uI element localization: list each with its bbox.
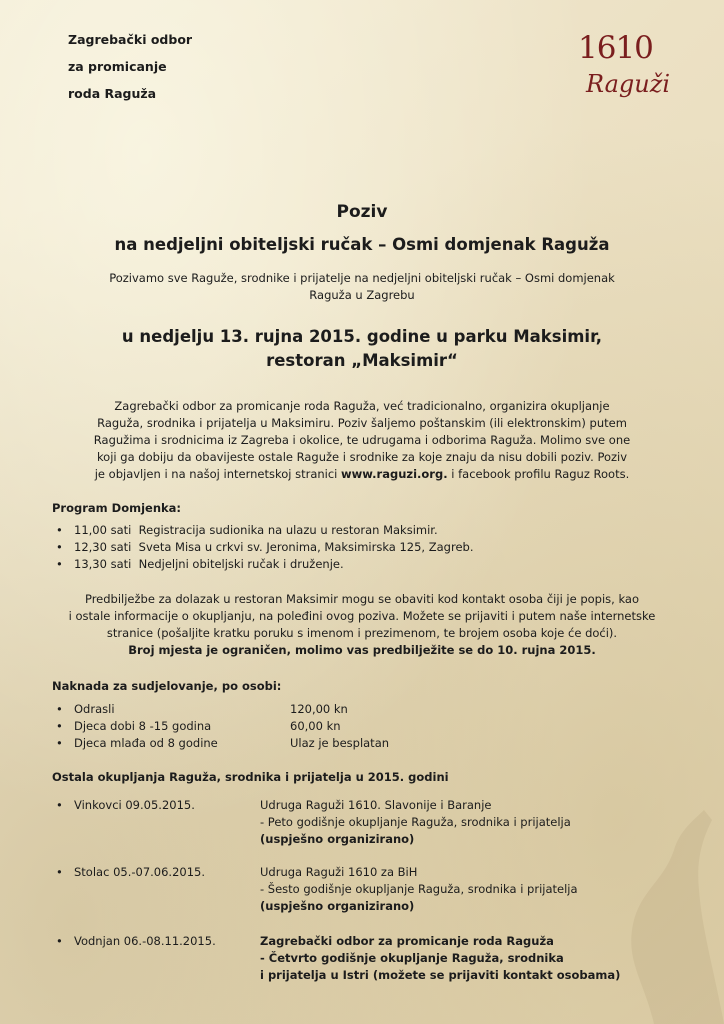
- date-line: restoran „Maksimir“: [266, 351, 458, 370]
- org-line: Zagrebački odbor: [68, 32, 193, 47]
- bullet: •: [56, 798, 63, 812]
- event-line: Zagrebački odbor za promicanje roda Raguža: [260, 934, 554, 948]
- paragraph-line: Ragužima i srodnicima iz Zagreba i okolice, te udrugama i odborima Raguža. Molimo sve one: [93, 433, 631, 447]
- event-line: Udruga Raguži 1610 za BiH: [260, 865, 418, 879]
- intro-line: Raguža u Zagrebu: [309, 288, 415, 302]
- bullet: •: [56, 934, 63, 948]
- paragraph-line: koji ga dobiju da obavijeste ostale Raguže i srodnike za koje znaju da nisu dobili poziv. Poziv: [96, 450, 628, 464]
- event-description: [260, 864, 578, 915]
- text: i facebook profilu Raguz Roots.: [447, 467, 630, 481]
- event-line: Udruga Raguži 1610. Slavonije i Baranje: [260, 798, 492, 812]
- registration-paragraph: [44, 591, 680, 659]
- fee-label: Djeca dobi 8 -15 godina: [74, 719, 212, 733]
- website-link[interactable]: www.raguzi.org.: [341, 467, 448, 481]
- bullet: •: [56, 557, 63, 571]
- raguzi-logo: [578, 30, 678, 102]
- event-entry: [56, 864, 676, 916]
- organization-name: [68, 26, 192, 107]
- event-status: (uspješno organizirano): [260, 832, 415, 846]
- paragraph-line: i ostale informacije o okupljanju, na poleđini ovog poziva. Možete se prijaviti i putem naše internetske: [68, 609, 656, 623]
- bullet: •: [56, 540, 63, 554]
- event-place-date: Vodnjan 06.-08.11.2015.: [74, 934, 216, 948]
- intro-text: [70, 270, 654, 304]
- bullet: •: [56, 736, 63, 750]
- fee-item: [56, 735, 390, 752]
- bullet: •: [56, 523, 63, 537]
- logo-number: 1610: [578, 30, 653, 66]
- paragraph-line: [62, 466, 662, 483]
- org-line: roda Raguža: [68, 86, 157, 101]
- bullet: •: [56, 865, 63, 879]
- program-text: Registracija sudionika na ulazu u restoran Maksimir.: [138, 523, 438, 537]
- fee-heading: Naknada za sudjelovanje, po osobi:: [52, 679, 282, 693]
- fee-value: 120,00 kn: [290, 702, 348, 716]
- program-item: [56, 522, 473, 539]
- logo-name: Raguži: [586, 70, 671, 98]
- program-item: [56, 556, 473, 573]
- paragraph-line: Predbilježbe za dolazak u restoran Maksimir mogu se obaviti kod kontakt osoba čiji je popis, kao: [84, 592, 640, 606]
- program-time: 12,30 sati: [74, 540, 132, 554]
- fee-label: Djeca mlađa od 8 godine: [74, 736, 218, 750]
- date-line: u nedjelju 13. rujna 2015. godine u parku Maksimir,: [121, 327, 603, 346]
- event-line: - Četvrto godišnje okupljanje Raguža, srodnika: [260, 951, 564, 965]
- fee-value: Ulaz je besplatan: [290, 736, 390, 750]
- paragraph-line: Raguža, srodnika i prijatelja u Maksimiru. Poziv šaljemo poštanskim (ili elektronskim) putem: [97, 416, 627, 430]
- program-time: 11,00 sati: [74, 523, 132, 537]
- paragraph-line: stranice (pošaljite kratku poruku s imenom i prezimenom, te brojem osoba koje će doći).: [106, 626, 618, 640]
- event-description: [260, 933, 620, 984]
- intro-line: Pozivamo sve Raguže, srodnike i prijatelje na nedjeljni obiteljski ručak – Osmi domjenak: [109, 271, 615, 285]
- program-text: Nedjeljni obiteljski ručak i druženje.: [138, 557, 344, 571]
- program-text: Sveta Misa u crkvi sv. Jeronima, Maksimirska 125, Zagreb.: [138, 540, 474, 554]
- program-heading: Program Domjenka:: [52, 501, 182, 515]
- registration-deadline: Broj mjesta je ograničen, molimo vas predbilježite se do 10. rujna 2015.: [128, 643, 596, 657]
- event-line: i prijatelja u Istri (možete se prijaviti kontakt osobama): [260, 968, 621, 982]
- fee-list: [56, 701, 390, 752]
- org-line: za promicanje: [68, 59, 167, 74]
- event-entry: [56, 797, 676, 849]
- bullet: •: [56, 702, 63, 716]
- text: je objavljen i na našoj internetskoj stranici: [94, 467, 342, 481]
- decorative-figure: [584, 780, 724, 1024]
- program-time: 13,30 sati: [74, 557, 132, 571]
- event-description: [260, 797, 571, 848]
- bullet: •: [56, 719, 63, 733]
- fee-item: [56, 701, 348, 718]
- program-list: [56, 522, 473, 573]
- page-title: Poziv: [336, 202, 388, 222]
- description-paragraph: [62, 398, 662, 483]
- program-item: [56, 539, 473, 556]
- event-line: - Peto godišnje okupljanje Raguža, srodnika i prijatelja: [260, 815, 571, 829]
- event-status: (uspješno organizirano): [260, 899, 415, 913]
- fee-label: Odrasli: [74, 702, 115, 716]
- fee-item: [56, 718, 341, 735]
- page-subtitle: na nedjeljni obiteljski ručak – Osmi domjenak Raguža: [114, 235, 610, 254]
- other-gatherings-heading: Ostala okupljanja Raguža, srodnika i prijatelja u 2015. godini: [52, 770, 449, 784]
- event-date-location: [40, 325, 684, 373]
- event-line: - Šesto godišnje okupljanje Raguža, srodnika i prijatelja: [260, 882, 578, 896]
- paragraph-line: Zagrebački odbor za promicanje roda Raguža, već tradicionalno, organizira okupljanje: [114, 399, 610, 413]
- event-place-date: Stolac 05.-07.06.2015.: [74, 865, 206, 879]
- event-place-date: Vinkovci 09.05.2015.: [74, 798, 195, 812]
- fee-value: 60,00 kn: [290, 719, 341, 733]
